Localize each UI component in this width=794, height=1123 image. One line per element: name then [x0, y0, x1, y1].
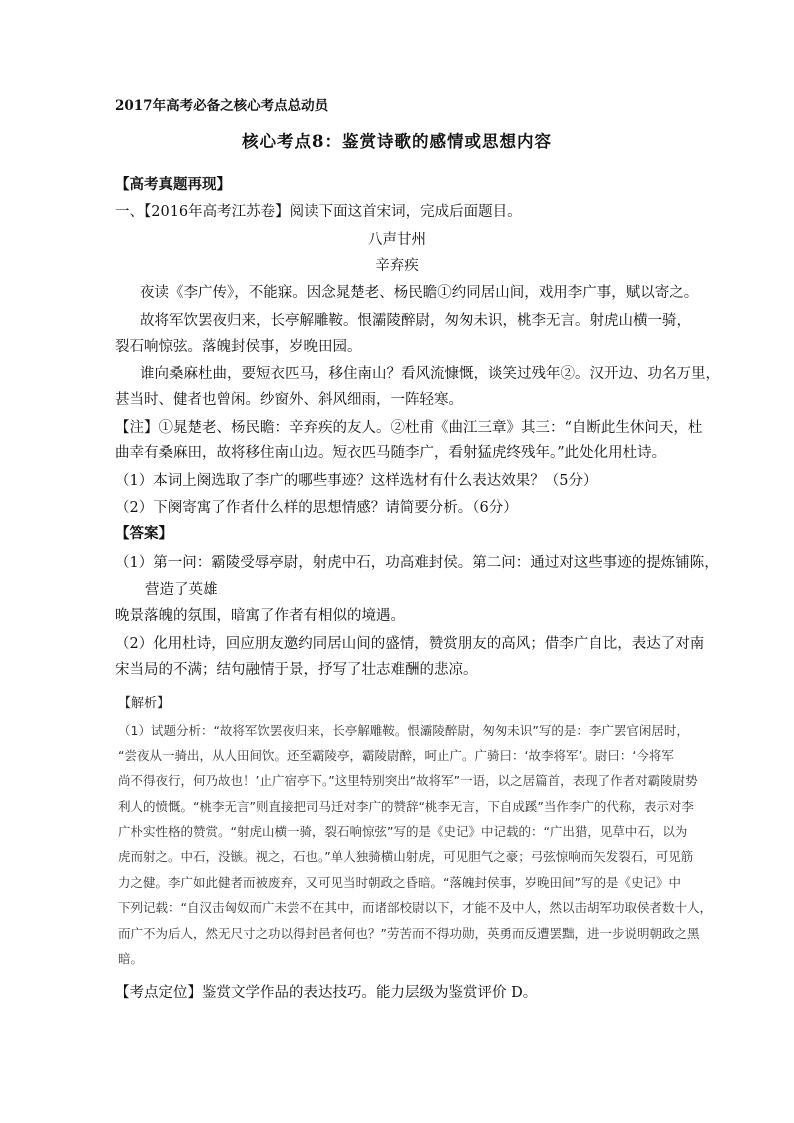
poem-stanza2-line2: 甚当时、健者也曾闲。纱窗外、斜风细雨，一阵轻寒。	[115, 392, 463, 408]
analysis-heading: 【解析】	[118, 696, 171, 711]
analysis-line: 暗。	[118, 951, 144, 966]
poem-stanza1-line1: 故将军饮罢夜归来，长亭解雕鞍。恨灞陵醉尉，匆匆未识，桃李无言。射虎山横一骑，	[140, 313, 691, 329]
note-line1: 【注】①晁楚老、杨民瞻：辛弃疾的友人。②杜甫《曲江三章》其三：“自断此生休问天，杜	[115, 420, 703, 436]
poem-author: 辛弃疾	[375, 258, 419, 274]
poem-stanza1-line2: 裂石响惊弦。落魄封侯事，岁晚田园。	[115, 339, 362, 355]
analysis-line: 力之健。李广如此健者而被废弃，又可见当时朝政之昏暗。“落魄封侯事，岁晚田间”写的是《史记》中	[118, 875, 681, 890]
analysis-line: 下列记载：“自汉击匈奴而广未尝不在其中，而诸部校尉以下，才能不及中人，然以击胡军功取侯者数十人，	[118, 900, 712, 915]
question-2: （2）下阕寄寓了作者什么样的思想情感？请简要分析。（6分）	[115, 500, 518, 516]
analysis-line: 利人的愤慨。“桃李无言”则直接把司马迁对李广的赞辞“桃李无言，下自成蹊”当作李广的代称，表示对李	[118, 799, 694, 814]
exam-point-location: 【考点定位】鉴赏文学作品的表达技巧。能力层级为鉴赏评价 D。	[115, 985, 538, 1001]
poem-stanza2-line1: 谁向桑麻杜曲，要短衣匹马，移住南山？看风流慷慨，谈笑过残年②。汉开边、功名万里，	[140, 366, 720, 382]
answer2-line2: 宋当局的不满；结句融情于景，抒写了壮志难酬的悲凉。	[115, 662, 478, 678]
answer1-line3: 晚景落魄的氛围，暗寓了作者有相似的境遇。	[115, 608, 405, 624]
section-heading-real-exam: 【高考真题再现】	[115, 176, 231, 193]
page-title: 核心考点8：鉴赏诗歌的感情或思想内容	[242, 132, 552, 151]
document-header: 2017年高考必备之核心考点总动员	[115, 98, 329, 114]
answer-heading: 【答案】	[115, 525, 173, 542]
question-1: （1）本词上阕选取了李广的哪些事迹？这样选材有什么表达效果？（5分）	[115, 473, 598, 489]
note-line2: 曲幸有桑麻田，故将移住南山边。短衣匹马随李广，看射猛虎终残年。”此处化用杜诗。	[115, 445, 667, 461]
poem-title: 八声甘州	[368, 232, 426, 248]
analysis-line: 虎而射之。中石，没镞。视之，石也。”单人独骑横山射虎，可见胆气之豪；弓弦惊响而矢发裂石，可见筋	[118, 849, 694, 864]
answer2-line1: （2）化用杜诗，回应朋友邀约同居山间的盛情，赞赏朋友的高风；借李广自比，表达了对南	[115, 636, 705, 652]
answer1-line1: （1）第一问：霸陵受辱亭尉，射虎中石，功高难封侯。第二问：通过对这些事迹的提炼铺陈，	[115, 555, 719, 571]
analysis-line: 尚不得夜行，何乃故也！’止广宿亭下。”这里特别突出“故将军”一语，以之居篇首，表现了作者对霸陵尉势	[118, 773, 698, 788]
analysis-line: （1）试题分析：“故将军饮罢夜归来，长亭解雕鞍。恨灞陵醉尉，匆匆未识”写的是：李广罢官闲居时，	[118, 723, 689, 738]
answer1-line2: 营造了英雄	[145, 582, 218, 598]
analysis-line: “尝夜从一骑出，从人田间饮。还至霸陵亭，霸陵尉醉，呵止广。广骑曰：‘故李将军’。尉曰：‘今将军	[118, 748, 674, 763]
analysis-line: 广朴实性格的赞赏。“射虎山横一骑，裂石响惊弦”写的是《史记》中记载的：“广出猎，见草中石，以为	[118, 824, 688, 839]
analysis-line: 而广不为后人，然无尺寸之功以得封邑者何也？”劳苦而不得功勋，英勇而反遭罢黜，进一步说明朝政之黑	[118, 926, 700, 941]
poem-preface: 夜读《李广传》，不能寐。因念晁楚老、杨民瞻①约同居山间，戏用李广事，赋以寄之。	[140, 285, 699, 301]
question-intro: 一、【2016年高考江苏卷】阅读下面这首宋词，完成后面题目。	[115, 204, 522, 220]
